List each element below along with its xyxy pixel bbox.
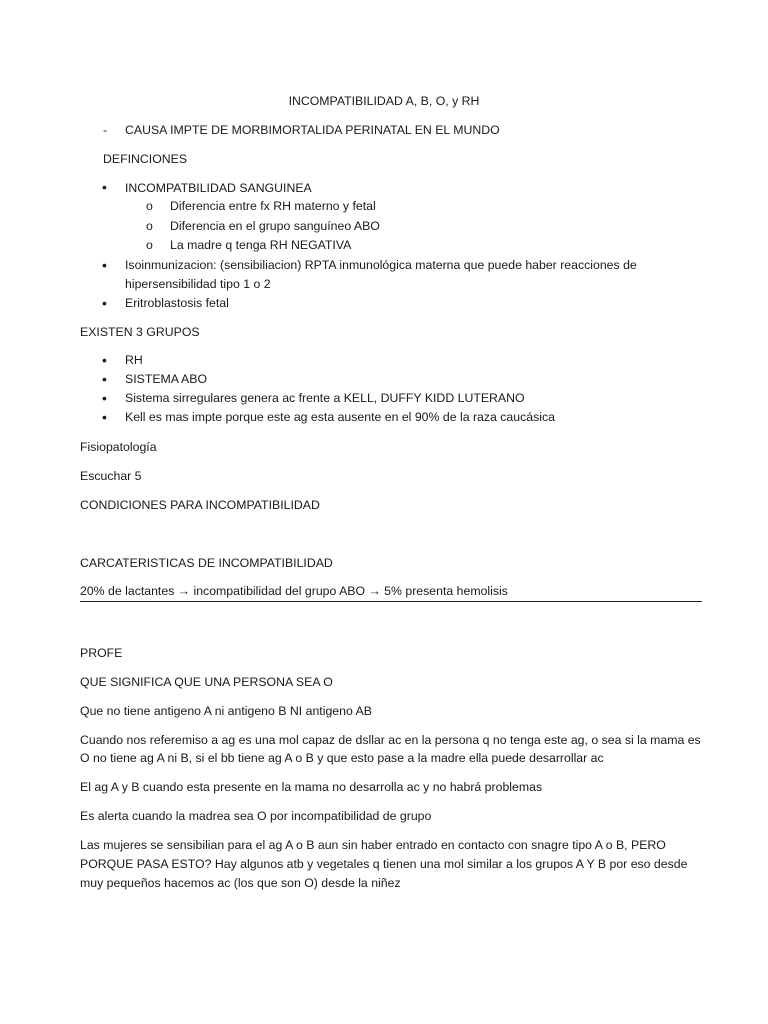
paragraph-line: El ag A y B cuando esta presente en la mama no desarrolla ac y no habrá problemas [80,780,543,794]
definition-subitem: Diferencia entre fx RH materno y fetal [170,199,376,213]
bullet-marker: • [102,179,107,195]
bullet-marker: • [102,257,107,273]
definition-subitem: Diferencia en el grupo sanguíneo ABO [170,219,380,233]
group-item: SISTEMA ABO [125,372,208,386]
definition-item: Eritroblastosis fetal [125,296,229,310]
bullet-marker: • [102,352,107,368]
groups-heading: EXISTEN 3 GRUPOS [80,325,200,339]
definition-item-continued: hipersensibilidad tipo 1 o 2 [125,277,271,291]
definition-item: Isoinmunizacion: (sensibiliacion) RPTA inmunológica materna que puede haber reacciones de [125,258,637,272]
fisiopatologia-heading: Fisiopatología [80,440,157,454]
definitions-heading: DEFINCIONES [103,152,188,166]
dash-item: CAUSA IMPTE DE MORBIMORTALIDA PERINATAL EN EL MUNDO [125,123,500,137]
sub-bullet-marker: o [146,219,153,233]
paragraph-line: Es alerta cuando la madrea sea O por incompatibilidad de grupo [80,809,432,823]
paragraph-line: Las mujeres se sensibilian para el ag A o B aun sin haber entrado en contacto con snagre tipo A o B, PERO [80,838,666,852]
group-item: Sistema sirregulares genera ac frente a KELL, DUFFY KIDD LUTERANO [125,391,525,405]
paragraph-line: muy pequeños hacemos ac (los que son O) desde la niñez [80,876,401,890]
group-item: RH [125,353,143,367]
group-item: Kell es mas impte porque este ag esta ausente en el 90% de la raza caucásica [125,410,555,424]
definition-subitem: La madre q tenga RH NEGATIVA [170,238,352,252]
paragraph-line: Cuando nos referemiso a ag es una mol capaz de dsllar ac en la persona q no tenga este ag, o sea si la mama es [80,733,701,747]
bullet-marker: • [102,390,107,406]
profe-heading: PROFE [80,646,123,660]
answer-line: Que no tiene antigeno A ni antigeno B NI antigeno AB [80,704,372,718]
sub-bullet-marker: o [146,199,153,213]
horizontal-rule [80,601,702,602]
sub-bullet-marker: o [146,238,153,252]
paragraph-line: O no tiene ag A ni B, si el bb tiene ag A o B y que esto pase a la madre ella puede desarrollar ac [80,751,604,765]
bullet-marker: • [102,295,107,311]
condiciones-heading: CONDICIONES PARA INCOMPATIBILIDAD [80,498,320,512]
question-line: QUE SIGNIFICA QUE UNA PERSONA SEA O [80,675,333,689]
escuchar-note: Escuchar 5 [80,469,142,483]
lactantes-line: 20% de lactantes → incompatibilidad del grupo ABO → 5% presenta hemolisis [80,584,508,598]
document-title: INCOMPATIBILIDAD A, B, O, y RH [288,94,480,108]
definition-item: INCOMPATBILIDAD SANGUINEA [125,181,312,195]
bullet-marker: • [102,409,107,425]
dash-marker: - [103,123,108,137]
paragraph-line: PORQUE PASA ESTO? Hay algunos atb y vegetales q tienen una mol similar a los grupos A Y B por eso desde [80,857,688,871]
caracteristicas-heading: CARCATERISTICAS DE INCOMPATIBILIDAD [80,556,333,570]
bullet-marker: • [102,371,107,387]
